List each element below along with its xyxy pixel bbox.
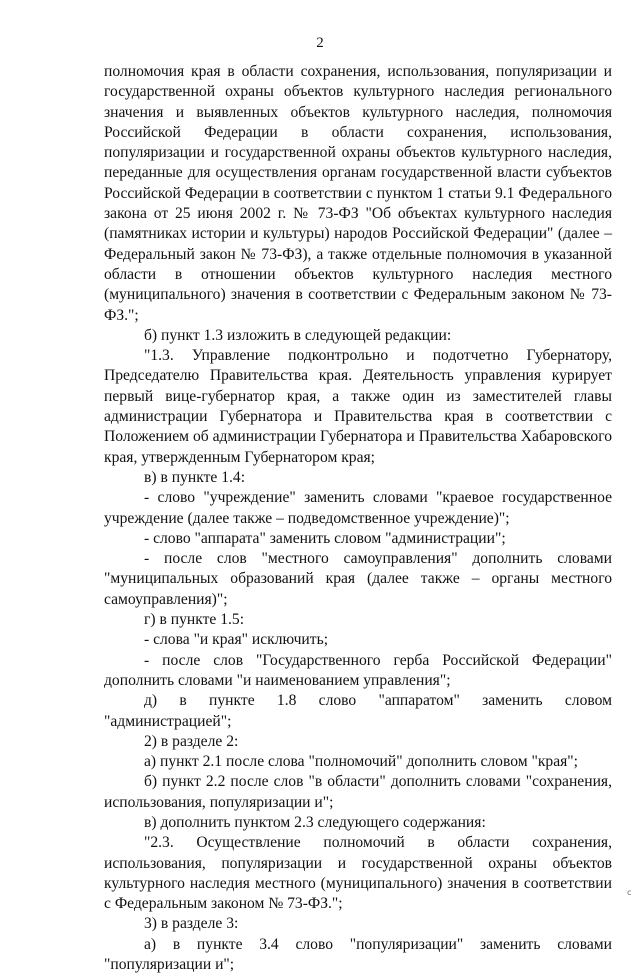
- paragraph: б) пункт 1.3 изложить в следующей редакции:: [144, 326, 452, 344]
- document-body: [104, 62, 612, 975]
- paragraph: "1.3. Управление подконтрольно и подотчетно Губернатору, Председателю Правительства края. Деятельность управления курирует первый вице-губернатор края, а также один из заместителей главы администрации Губернатора и Правительства края в соответствии с Положением об администрации Губернатора и Правительства Хабаровского края, утвержденным Губернатором края;: [104, 347, 612, 466]
- paragraph: полномочия края в области сохранения, использования, популяризации и государственной охраны объектов культурного наследия регионального значения и выявленных объектов культурного наследия, полномочия Российской Федерации в области сохранения, использования, популяризации и государственной охраны объектов культурного наследия, переданные для осуществления органам государственной власти субъектов Российской Федерации в соответствии с пунктом 1 статьи 9.1 Федерального закона от 25 июня 2002 г. № 73-ФЗ "Об объектах культурного наследия (памятниках истории и культуры) народов Российской Федерации" (далее – Федеральный закон № 73-ФЗ), а также отдельные полномочия в указанной области в отношении объектов культурного наследия местного (муниципального) значения в соответствии с Федеральным законом № 73-ФЗ.";: [104, 63, 612, 324]
- paragraph: - после слов "Государственного герба Российской Федерации" дополнить словами "и наименованием управления";: [104, 651, 612, 689]
- paragraph: "2.3. Осуществление полномочий в области сохранения, использования, популяризации и государственной охраны объектов культурного наследия местного (муниципального) значения в соответствии с Федеральным законом № 73-ФЗ.";: [104, 834, 612, 913]
- paragraph: в) дополнить пунктом 2.3 следующего содержания:: [144, 813, 486, 831]
- margin-mark: c: [627, 888, 632, 897]
- paragraph: - слово "аппарата" заменить словом "администрации";: [144, 529, 506, 547]
- paragraph: 3) в разделе 3:: [144, 915, 239, 933]
- paragraph: б) пункт 2.2 после слов "в области" дополнить словами "сохранения, использования, популяризации и";: [104, 773, 612, 811]
- paragraph: - после слов "местного самоуправления" дополнить словами "муниципальных образований края (далее также – органы местного самоуправления)";: [104, 550, 612, 608]
- paragraph: в) в пункте 1.4:: [144, 468, 246, 486]
- paragraph: а) пункт 2.1 после слова "полномочий" дополнить словом "края";: [144, 753, 579, 771]
- paragraph: г) в пункте 1.5:: [144, 611, 245, 629]
- paragraph: а) в пункте 3.4 слово "популяризации" заменить словами "популяризации и";: [104, 935, 612, 974]
- paragraph: - слова "и края" исключить;: [144, 631, 329, 649]
- paragraph: - слово "учреждение" заменить словами "краевое государственное учреждение (далее также – подведомственное учреждение)";: [104, 489, 612, 527]
- page-number: 2: [316, 35, 324, 51]
- paragraph: д) в пункте 1.8 слово "аппаратом" заменить словом "администрацией";: [104, 692, 612, 730]
- paragraph: 2) в разделе 2:: [144, 732, 239, 750]
